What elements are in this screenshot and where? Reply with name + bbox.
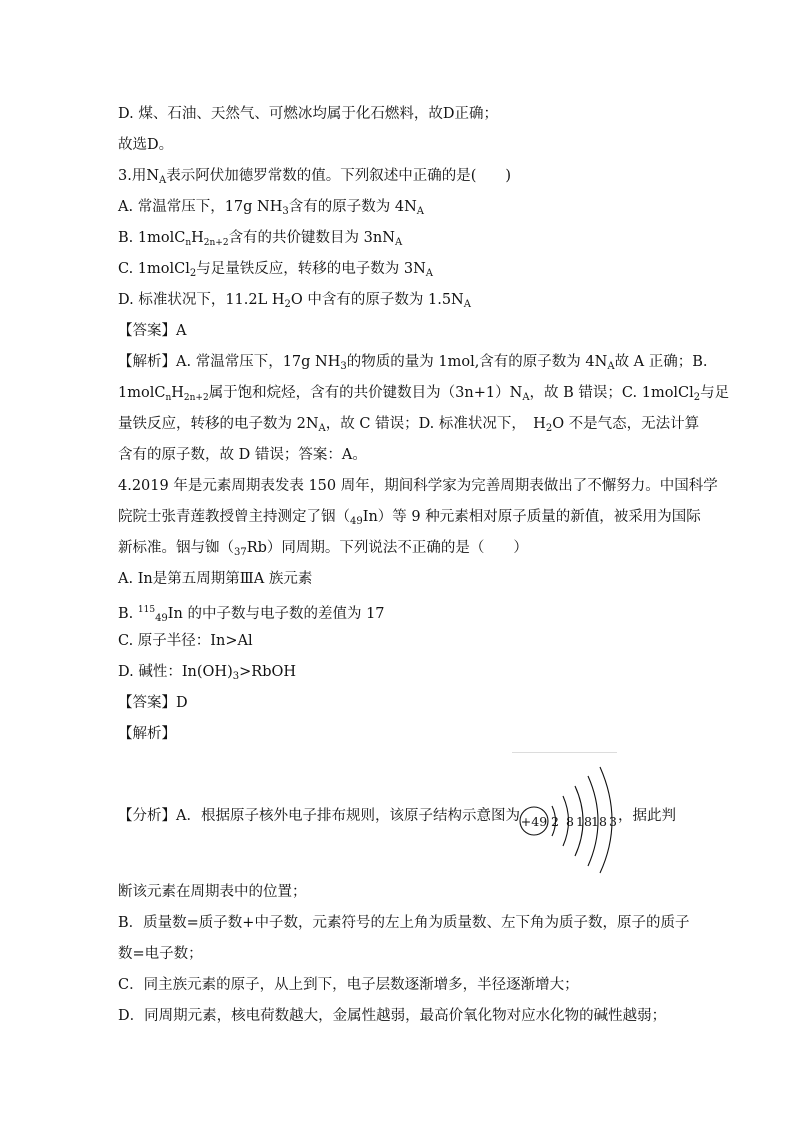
- q4-option-b: [118, 600, 385, 629]
- analysis-text: 故 A 正确；B.: [614, 354, 708, 370]
- option-text: In 的中子数与电子数的差值为 17: [167, 606, 385, 622]
- analysis-text: 量铁反应，转移的电子数为 2N: [118, 416, 319, 432]
- option-sub: A: [394, 237, 403, 248]
- analysis-text: ，故 C 错误；D. 标准状况下， H: [325, 416, 546, 432]
- fenxi-d: D．同周期元素，核电荷数越大，金属性越弱，最高价氧化物对应水化物的碱性越弱；: [118, 1008, 667, 1024]
- option-sub: 3: [232, 671, 240, 682]
- option-sub: 49: [155, 613, 168, 624]
- option-text: 与足量铁反应，转移的电子数为 3N: [196, 261, 426, 277]
- q4-answer: 【答案】D: [118, 695, 188, 711]
- q3-text: 表示阿伏加德罗常数的值。下列叙述中正确的是( ): [166, 168, 512, 184]
- analysis-sub: n: [165, 393, 172, 403]
- option-text: 含有的共价键数目为 3nN: [228, 230, 395, 246]
- q3-option-c: [118, 259, 433, 284]
- question-4-stem-line-1: 4.2019 年是元素周期表发表 150 周年，期间科学家为完善周期表做出了不懈努力。中国科学: [118, 478, 718, 494]
- q3-option-d: [118, 290, 471, 315]
- analysis-sub: A: [522, 392, 530, 403]
- option-sub: n: [185, 238, 192, 248]
- analysis-text: ，故 B 错误；C. 1molCl: [529, 385, 694, 401]
- analysis-text: 的物质的量为 1mol,含有的原子数为 4N: [346, 354, 608, 370]
- q3-analysis-line-4: 含有的原子数，故 D 错误；答案：A。: [118, 447, 367, 463]
- option-text: >RbOH: [239, 664, 297, 680]
- question-3-stem: [118, 166, 511, 191]
- fenxi-b-line-1: B．质量数=质子数+中子数，元素符号的左上角为质量数、左下角为质子数，原子的质子: [118, 915, 690, 931]
- option-sub: A: [425, 268, 434, 279]
- q4-option-a: A. In是第五周期第ⅢA 族元素: [118, 571, 313, 587]
- q4-sub: 37: [234, 547, 247, 558]
- q4-text: 院院士张青莲教授曾主持测定了铟（: [118, 509, 350, 525]
- q3-answer: 【答案】A: [118, 323, 187, 339]
- q3-text: 3.用N: [118, 168, 160, 184]
- question-4-stem-line-2: [118, 507, 701, 532]
- option-text: C. 1molCl: [118, 261, 190, 277]
- q3-option-a: [118, 197, 424, 222]
- shell-electron-count: 18: [591, 814, 607, 829]
- q3-analysis-line-3: [118, 414, 699, 439]
- atom-structure-diagram: [512, 752, 622, 874]
- q3-option-b: [118, 228, 402, 253]
- option-text: B.: [118, 606, 138, 622]
- fenxi-line-2: 断该元素在周期表中的位置；: [118, 884, 307, 900]
- q3-analysis-line-1: [118, 352, 708, 377]
- analysis-text: H: [171, 385, 184, 401]
- q4-text: In）等 9 种元素相对原子质量的新值，被采用为国际: [362, 509, 701, 525]
- shell-electron-count: 3: [609, 814, 617, 829]
- analysis-text: 1molC: [118, 385, 166, 401]
- option-sup: 115: [137, 605, 156, 615]
- analysis-sub: 2: [545, 423, 553, 434]
- fenxi-b-line-2: 数=电子数；: [118, 946, 203, 962]
- text-line-answer-choice: 故选D。: [118, 137, 174, 153]
- q4-text: Rb）同周期。下列说法不正确的是（ ）: [246, 540, 528, 556]
- analysis-text: O 不是气态，无法计算: [552, 416, 700, 432]
- shell-electron-count: 8: [566, 814, 574, 829]
- option-sub: A: [416, 206, 425, 217]
- shell-electron-count: 2: [551, 814, 559, 829]
- fenxi-c: C．同主族元素的原子，从上到下，电子层数逐渐增多，半径逐渐增大；: [118, 977, 579, 993]
- analysis-sub: 2: [693, 392, 701, 403]
- option-text: D. 标准状况下，11.2L H: [118, 292, 285, 308]
- analysis-text: 【解析】A. 常温常压下，17g NH: [118, 354, 341, 370]
- option-sub: A: [463, 299, 471, 310]
- analysis-text: 与足: [700, 385, 730, 401]
- q4-option-c: C. 原子半径：In>Al: [118, 633, 253, 649]
- option-sub: 2: [189, 268, 197, 279]
- option-sub: 3: [282, 206, 289, 217]
- option-text: A. 常温常压下，17g NH: [118, 199, 283, 215]
- analysis-sub: A: [607, 361, 615, 372]
- option-text: B. 1molC: [118, 230, 186, 246]
- option-sub: 2: [284, 299, 291, 310]
- q3-sub: A: [159, 175, 167, 186]
- shell-electron-count: 18: [576, 814, 592, 829]
- q4-sub: 49: [350, 516, 363, 527]
- option-text: D. 碱性：In(OH): [118, 664, 233, 680]
- option-text: O 中含有的原子数为 1.5N: [290, 292, 464, 308]
- q3-analysis-line-2: [118, 383, 729, 408]
- text-line-d-option: D. 煤、石油、天然气、可燃冰均属于化石燃料，故D正确；: [118, 106, 498, 122]
- q4-option-d: [118, 662, 296, 687]
- q4-text: 新标准。铟与铷（: [118, 540, 234, 556]
- nucleus-charge: +49: [520, 814, 548, 829]
- question-4-stem-line-3: [118, 538, 528, 563]
- q4-analysis-heading: 【解析】: [118, 726, 176, 742]
- option-text: 含有的原子数为 4N: [288, 199, 417, 215]
- fenxi-line-1-post: ，据此判: [618, 808, 676, 824]
- analysis-sub: 3: [340, 361, 347, 372]
- option-sub: 2n+2: [203, 238, 229, 248]
- analysis-sub: A: [318, 423, 326, 434]
- option-text: H: [191, 230, 204, 246]
- analysis-sub: 2n+2: [183, 393, 209, 403]
- fenxi-line-1-pre: 【分析】A．根据原子核外电子排布规则，该原子结构示意图为: [118, 808, 520, 824]
- analysis-text: 属于饱和烷烃，含有的共价键数目为（3n+1）N: [208, 385, 523, 401]
